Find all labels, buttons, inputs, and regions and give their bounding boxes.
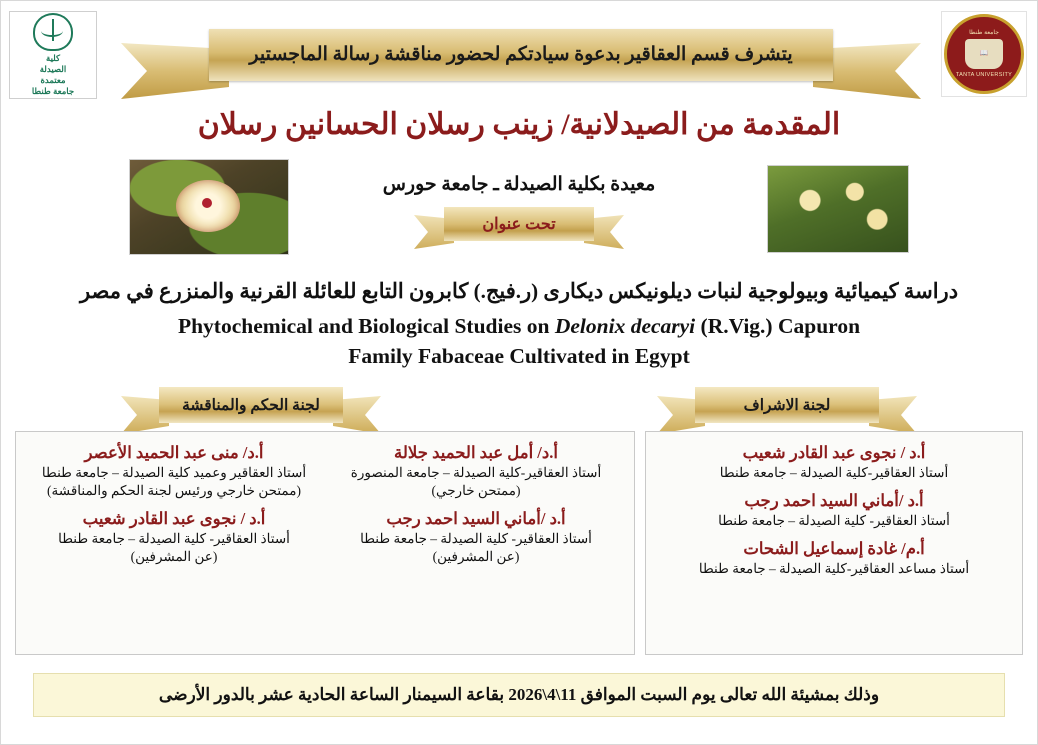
judge-item — [330, 508, 622, 566]
pharmacy-mortar-icon — [33, 13, 73, 51]
flower-bloom-shape — [176, 180, 240, 232]
judge-affiliation-line1: أستاذ العقاقير-كلية الصيدلة – جامعة المنصورة — [350, 465, 602, 480]
judge-name: أ.د/ منى عبد الحميد الأعصر — [84, 443, 264, 462]
judge-affiliation-line2: (عن المشرفين) — [432, 549, 520, 564]
under-title-ribbon — [414, 207, 624, 241]
flower-photo-left — [129, 159, 289, 255]
supervisor-item — [658, 538, 1010, 578]
supervisor-name: أ.د /أماني السيد احمد رجب — [744, 491, 924, 510]
supervisors-committee-ribbon — [657, 387, 917, 423]
title-en-part-a: Phytochemical and Biological Studies on — [177, 314, 555, 338]
faculty-of-pharmacy-logo — [9, 11, 97, 99]
judges-column-left — [330, 442, 622, 574]
header-ribbon — [121, 29, 921, 81]
judge-item — [330, 442, 622, 500]
supervisors-panel — [645, 431, 1023, 655]
judges-panel — [15, 431, 635, 655]
logo-left-line2: الصيدلة — [39, 64, 67, 74]
supervisor-name: أ.د / نجوى عبد القادر شعيب — [742, 443, 926, 462]
title-en-species: Delonix decaryi — [554, 314, 696, 338]
supervisor-affiliation: أستاذ العقاقير-كلية الصيدلة – جامعة طنطا — [719, 465, 949, 480]
judges-ribbon-body — [159, 387, 343, 423]
logo-left-line4: جامعة طنطا — [31, 86, 75, 96]
presenter-name: المقدمة من الصيدلانية/ زينب رسلان الحسانين رسلان — [197, 108, 841, 141]
judge-item — [28, 442, 320, 500]
thesis-title-arabic: دراسة كيميائية وبيولوجية لنبات ديلونيكس ديكارى (ر.فيج.) كابرون التابع للعائلة القرنية والمنزرع في مصر — [79, 279, 959, 303]
judge-affiliation-line1: أستاذ العقاقير- كلية الصيدلة – جامعة طنطا — [58, 531, 290, 546]
judges-columns — [28, 442, 622, 574]
judge-affiliation-line1: أستاذ العقاقير وعميد كلية الصيدلة – جامعة طنطا — [41, 465, 307, 480]
event-details-text: وذلك بمشيئة الله تعالى يوم السبت الموافق 11\4\2026 بقاعة السيمنار الساعة الحادية عشر بالدور الأرضى — [158, 685, 880, 704]
under-title-ribbon-text: تحت عنوان — [482, 216, 556, 233]
judge-name: أ.د / نجوى عبد القادر شعيب — [82, 509, 266, 528]
judges-committee-ribbon — [121, 387, 381, 423]
title-en-part-b: (R.Vig.) Capuron — [695, 314, 861, 338]
logo-right-bottom-text: TANTA UNIVERSITY — [955, 72, 1013, 78]
header-ribbon-body — [209, 29, 833, 81]
presenter-affiliation: معيدة بكلية الصيدلة ـ جامعة حورس — [382, 174, 656, 195]
header-banner-text: يتشرف قسم العقاقير بدعوة سيادتكم لحضور مناقشة رسالة الماجستير — [249, 44, 793, 65]
under-title-ribbon-body — [444, 207, 594, 241]
supervisor-affiliation: أستاذ مساعد العقاقير-كلية الصيدلة – جامعة طنطا — [698, 561, 970, 576]
judge-item — [28, 508, 320, 566]
judge-name: أ.د/ أمل عبد الحميد جلالة — [394, 443, 558, 462]
thesis-title-english-line2: Family Fabaceae Cultivated in Egypt — [348, 344, 690, 368]
thesis-title-english-line1 — [61, 311, 977, 341]
judges-ribbon-text: لجنة الحكم والمناقشة — [182, 396, 320, 414]
judges-column-right — [28, 442, 320, 574]
judge-name: أ.د /أماني السيد احمد رجب — [386, 509, 566, 528]
supervisor-affiliation: أستاذ العقاقير- كلية الصيدلة – جامعة طنطا — [718, 513, 950, 528]
supervisors-ribbon-body — [695, 387, 879, 423]
judge-affiliation-line1: أستاذ العقاقير- كلية الصيدلة – جامعة طنطا — [360, 531, 592, 546]
supervisors-ribbon-text: لجنة الاشراف — [743, 396, 831, 414]
supervisor-item — [658, 490, 1010, 530]
logo-left-line3: معتمدة — [40, 75, 66, 85]
supervisor-item — [658, 442, 1010, 482]
tanta-university-logo — [941, 11, 1027, 97]
supervisor-name: أ.م/ غادة إسماعيل الشحات — [743, 539, 925, 558]
logo-right-top-text: جامعة طنطا — [969, 30, 999, 36]
tanta-university-seal-icon — [944, 14, 1024, 94]
logo-left-line1: كلية — [46, 53, 60, 63]
open-book-icon: 📖 — [965, 39, 1003, 69]
thesis-title-english — [61, 311, 977, 371]
judge-affiliation-line2: (ممتحن خارجي ورئيس لجنة الحكم والمناقشة) — [47, 483, 301, 498]
flower-photo-right — [767, 165, 909, 253]
judge-affiliation-line2: (ممتحن خارجي) — [431, 483, 521, 498]
judge-affiliation-line2: (عن المشرفين) — [130, 549, 218, 564]
event-details-footer — [33, 673, 1005, 717]
